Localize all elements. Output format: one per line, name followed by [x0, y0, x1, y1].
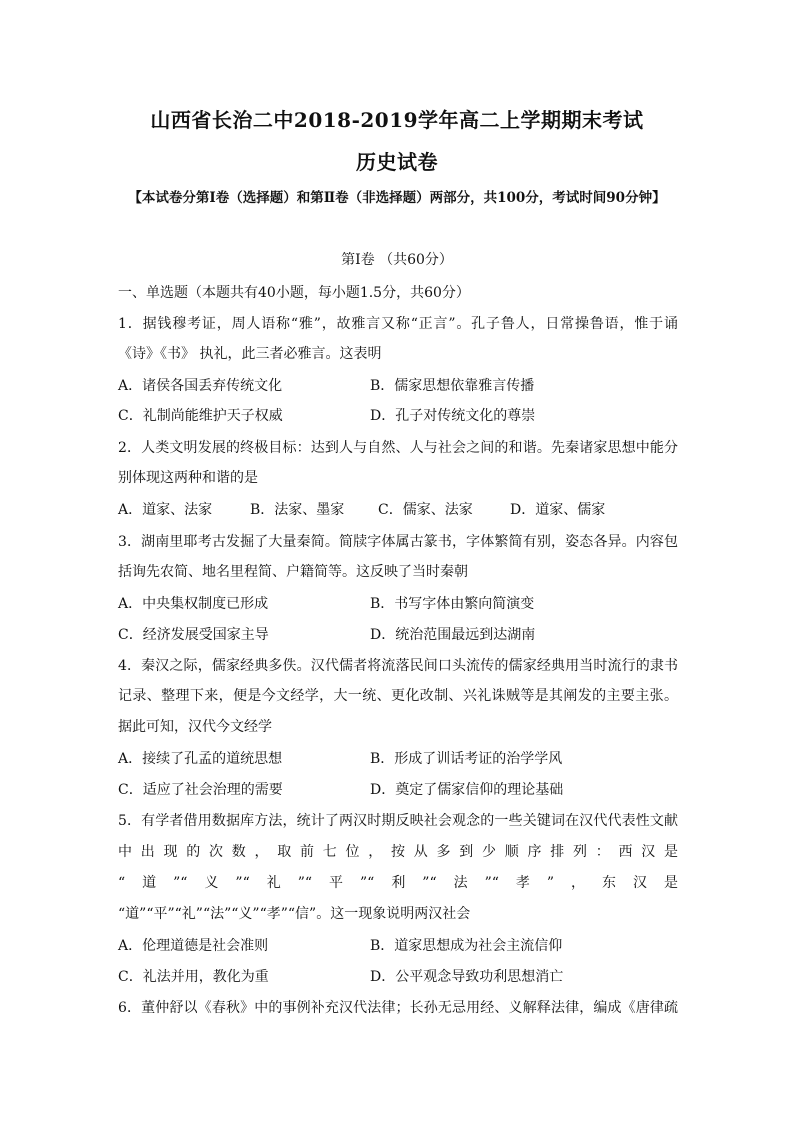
question-1-option-a[interactable]: A．诸侯各国丢弃传统文化 [118, 378, 283, 394]
question-2-stem-line-1: 2．人类文明发展的终极目标：达到人与自然、人与社会之间的和谐。先秦诸家思想中能分 [118, 440, 678, 456]
question-5-stem-line-3: “道”“义”“礼”“平”“利”“法”“孝”，东汉是 [118, 875, 678, 891]
question-5-option-d[interactable]: D．公平观念导致功利思想消亡 [370, 969, 564, 985]
question-2-option-b[interactable]: B．法家、墨家 [250, 502, 345, 518]
exam-note: 【本试卷分第Ⅰ卷（选择题）和第Ⅱ卷（非选择题）两部分，共100分，考试时间90分钟】 [128, 190, 666, 206]
exam-title: 山西省长治二中2018-2019学年高二上学期期末考试 [150, 108, 644, 132]
question-4-stem-line-2: 记录、整理下来，便是今文经学，大一统、更化改制、兴礼诛贼等是其阐发的主要主张。 [118, 688, 678, 704]
question-1-option-d[interactable]: D．孔子对传统文化的尊崇 [370, 408, 536, 424]
question-6-stem-line-1: 6．董仲舒以《春秋》中的事例补充汉代法律；长孙无忌用经、义解释法律，编成《唐律疏 [118, 1000, 678, 1016]
question-2-option-a[interactable]: A．道家、法家 [118, 502, 213, 518]
question-5-option-b[interactable]: B．道家思想成为社会主流信仰 [370, 938, 563, 954]
question-1-option-c[interactable]: C．礼制尚能维护天子权威 [118, 408, 283, 424]
question-5-stem-line-1: 5．有学者借用数据库方法，统计了两汉时期反映社会观念的一些关键词在汉代代表性文献 [118, 813, 678, 829]
question-2-stem-line-2: 别体现这两种和谐的是 [118, 470, 258, 486]
question-5-option-c[interactable]: C．礼法并用，教化为重 [118, 969, 269, 985]
question-1-option-b[interactable]: B．儒家思想依靠雅言传播 [370, 378, 535, 394]
question-2-option-c[interactable]: C．儒家、法家 [378, 502, 473, 518]
question-5-option-a[interactable]: A．伦理道德是社会准则 [118, 938, 269, 954]
question-4-option-b[interactable]: B．形成了训话考证的治学学风 [370, 751, 563, 767]
question-1-stem-line-1: 1．据钱穆考证，周人语称“雅”，故雅言又称“正言”。孔子鲁人，日常操鲁语，惟于诵 [118, 316, 678, 332]
question-3-stem-line-1: 3．湖南里耶考古发掘了大量秦简。简牍字体属古篆书，字体繁简有别，姿态各异。内容包 [118, 534, 678, 550]
question-5-stem-line-4: “道”“平”“礼”“法”“义”“孝”“信”。这一现象说明两汉社会 [118, 906, 471, 922]
question-4-stem-line-3: 据此可知，汉代今文经学 [118, 719, 272, 735]
exam-subtitle: 历史试卷 [356, 150, 438, 174]
question-4-option-c[interactable]: C．适应了社会治理的需要 [118, 782, 283, 798]
question-2-option-d[interactable]: D．道家、儒家 [510, 502, 606, 518]
section-instruction: 一、单选题（本题共有40小题，每小题1.5分，共60分） [118, 285, 470, 301]
section-heading: 第Ⅰ卷 （共60分） [341, 252, 453, 268]
question-4-option-d[interactable]: D．奠定了儒家信仰的理论基础 [370, 782, 564, 798]
question-3-option-c[interactable]: C．经济发展受国家主导 [118, 627, 269, 643]
question-4-stem-line-1: 4．秦汉之际，儒家经典多佚。汉代儒者将流落民间口头流传的儒家经典用当时流行的隶书 [118, 658, 678, 674]
question-5-stem-line-2: 中出现的次数，取前七位，按从多到少顺序排列：西汉是 [118, 844, 678, 860]
question-3-option-d[interactable]: D．统治范围最远到达湖南 [370, 627, 536, 643]
question-4-option-a[interactable]: A．接续了孔孟的道统思想 [118, 751, 283, 767]
question-1-stem-line-2: 《诗》《书》 执礼，此三者必雅言。这表明 [118, 346, 382, 362]
question-3-option-a[interactable]: A．中央集权制度已形成 [118, 596, 269, 612]
question-3-stem-line-2: 括询先农简、地名里程简、户籍简等。这反映了当时秦朝 [118, 564, 468, 580]
question-3-option-b[interactable]: B．书写字体由繁向简演变 [370, 596, 535, 612]
